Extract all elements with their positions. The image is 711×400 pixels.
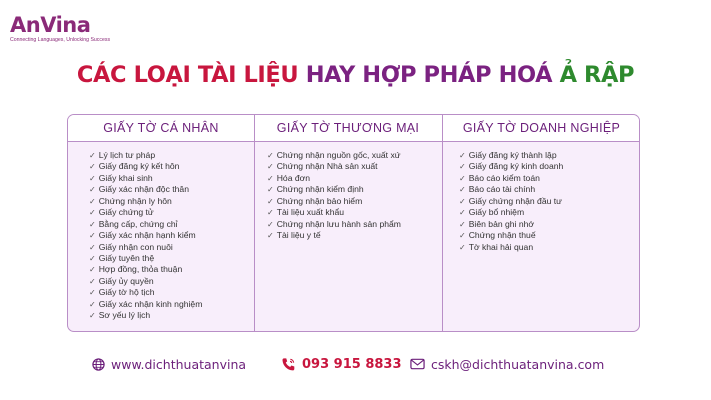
list-item-label: Giấy tờ hộ tịch — [98, 287, 155, 298]
title-part-1: CÁC LOẠI TÀI LIỆU — [76, 62, 299, 88]
list-item — [459, 230, 563, 241]
check-icon: ✓ — [267, 208, 274, 218]
list-item-label: Giấy ủy quyền — [98, 275, 154, 286]
list-item-label: Giấy nhận con nuôi — [98, 241, 173, 252]
footer-phone[interactable] — [281, 354, 402, 374]
list-item-label: Tài liệu xuất khẩu — [276, 207, 345, 218]
page-title — [0, 62, 711, 88]
list-item — [459, 219, 563, 230]
list-item-label: Giấy xác nhận độc thân — [98, 184, 189, 195]
list-item-label: Hợp đồng, thỏa thuận — [98, 264, 183, 275]
check-icon: ✓ — [89, 219, 96, 229]
list-item — [89, 219, 202, 230]
check-icon: ✓ — [89, 162, 96, 172]
list-item-label: Chứng nhận lưu hành sản phẩm — [276, 218, 401, 229]
check-icon: ✓ — [459, 219, 466, 229]
list-item-label: Chứng nhận thuế — [468, 230, 536, 241]
list-item — [267, 150, 401, 161]
check-icon: ✓ — [89, 208, 96, 218]
check-icon: ✓ — [89, 185, 96, 195]
check-icon: ✓ — [89, 265, 96, 275]
list-personal — [89, 150, 202, 322]
list-item — [267, 207, 401, 218]
column-heading-personal: GIẤY TỜ CÁ NHÂN — [103, 121, 219, 135]
email-address[interactable]: cskh@dichthuatanvina.com — [431, 356, 605, 372]
list-item — [89, 310, 202, 321]
check-icon: ✓ — [89, 231, 96, 241]
list-item — [89, 253, 202, 264]
check-icon: ✓ — [267, 162, 274, 172]
list-item — [89, 196, 202, 207]
list-item-label: Lý lịch tư pháp — [98, 150, 156, 160]
list-item — [459, 196, 563, 207]
list-item-label: Hóa đơn — [276, 172, 311, 183]
list-item-label: Biên bản ghi nhớ — [468, 218, 535, 229]
title-part-2: HAY HỢP PHÁP HOÁ — [305, 62, 553, 88]
check-icon: ✓ — [89, 299, 96, 309]
column-divider-1 — [254, 115, 255, 331]
list-item-label: Giấy xác nhận hạnh kiểm — [98, 230, 196, 241]
list-item — [459, 184, 563, 195]
list-item-label: Tài liệu y tế — [276, 230, 321, 241]
list-item — [267, 230, 401, 241]
list-item — [89, 242, 202, 253]
check-icon: ✓ — [89, 288, 96, 298]
list-item-label: Tờ khai hải quan — [468, 241, 534, 252]
list-item — [267, 161, 401, 172]
list-item — [89, 184, 202, 195]
list-item-label: Chứng nhận ly hôn — [98, 195, 172, 206]
list-item-label: Giấy đăng ký kinh doanh — [468, 161, 564, 172]
phone-number[interactable]: 093 915 8833 — [302, 356, 402, 372]
list-item-label: Giấy chứng tử — [98, 207, 154, 218]
list-item-label: Giấy tuyên thệ — [98, 252, 155, 263]
list-item-label: Giấy đăng ký thành lập — [468, 150, 557, 160]
check-icon: ✓ — [459, 185, 466, 195]
check-icon: ✓ — [267, 185, 274, 195]
phone-icon — [281, 357, 296, 372]
check-icon: ✓ — [459, 196, 466, 206]
column-heading-commercial: GIẤY TỜ THƯƠNG MẠI — [276, 121, 420, 135]
list-item-label: Báo cáo tài chính — [468, 184, 536, 195]
list-item — [89, 161, 202, 172]
list-item — [89, 207, 202, 218]
list-item — [89, 264, 202, 275]
brand-tagline: Connecting Languages, Unlocking Success — [10, 37, 111, 43]
column-divider-2 — [442, 115, 443, 331]
check-icon: ✓ — [89, 196, 96, 206]
list-item — [267, 219, 401, 230]
check-icon: ✓ — [459, 151, 466, 160]
check-icon: ✓ — [459, 173, 466, 183]
list-item-label: Giấy xác nhận kinh nghiệm — [98, 298, 203, 309]
list-item — [267, 196, 401, 207]
check-icon: ✓ — [267, 173, 274, 183]
list-item — [89, 276, 202, 287]
list-business — [459, 150, 563, 253]
list-item — [267, 173, 401, 184]
check-icon: ✓ — [89, 151, 96, 160]
list-item — [459, 207, 563, 218]
website-link[interactable]: www.dichthuatanvina — [111, 356, 247, 372]
check-icon: ✓ — [89, 242, 96, 252]
document-table — [67, 114, 640, 332]
check-icon: ✓ — [459, 242, 466, 252]
check-icon: ✓ — [89, 311, 96, 321]
list-item — [89, 299, 202, 310]
list-item — [89, 230, 202, 241]
list-item — [459, 242, 563, 253]
list-item-label: Chứng nhận kiểm định — [276, 184, 364, 195]
check-icon: ✓ — [267, 231, 274, 241]
check-icon: ✓ — [459, 231, 466, 241]
check-icon: ✓ — [459, 162, 466, 172]
list-item — [89, 150, 202, 161]
list-item-label: Giấy đăng ký kết hôn — [98, 161, 180, 172]
check-icon: ✓ — [267, 151, 274, 160]
list-item-label: Báo cáo kiểm toán — [468, 172, 540, 183]
list-item-label: Chứng nhận Nhà sản xuất — [276, 161, 378, 172]
list-item — [459, 173, 563, 184]
list-item-label: Bằng cấp, chứng chỉ — [98, 218, 178, 229]
check-icon: ✓ — [89, 173, 96, 183]
title-part-3: Ả RẬP — [559, 62, 635, 88]
list-item-label: Sơ yếu lý lịch — [98, 310, 151, 321]
list-item — [89, 173, 202, 184]
footer-website[interactable] — [92, 354, 246, 374]
brand-logo — [10, 14, 120, 43]
footer-email[interactable] — [410, 354, 604, 374]
globe-icon — [92, 358, 105, 371]
check-icon: ✓ — [459, 208, 466, 218]
check-icon: ✓ — [89, 276, 96, 286]
list-item — [459, 161, 563, 172]
check-icon: ✓ — [267, 219, 274, 229]
list-item-label: Chứng nhận bảo hiểm — [276, 195, 363, 206]
list-item-label: Giấy bổ nhiệm — [468, 207, 525, 218]
list-item — [267, 184, 401, 195]
list-item — [459, 150, 563, 161]
list-commercial — [267, 150, 401, 242]
column-heading-business: GIẤY TỜ DOANH NGHIỆP — [462, 121, 621, 135]
check-icon: ✓ — [267, 196, 274, 206]
list-item-label: Chứng nhận nguồn gốc, xuất xứ — [276, 150, 401, 160]
list-item-label: Giấy chứng nhận đầu tư — [468, 195, 562, 206]
check-icon: ✓ — [89, 253, 96, 263]
brand-name: AnVina — [10, 13, 91, 37]
mail-icon — [410, 358, 425, 370]
list-item — [89, 287, 202, 298]
list-item-label: Giấy khai sinh — [98, 172, 153, 183]
